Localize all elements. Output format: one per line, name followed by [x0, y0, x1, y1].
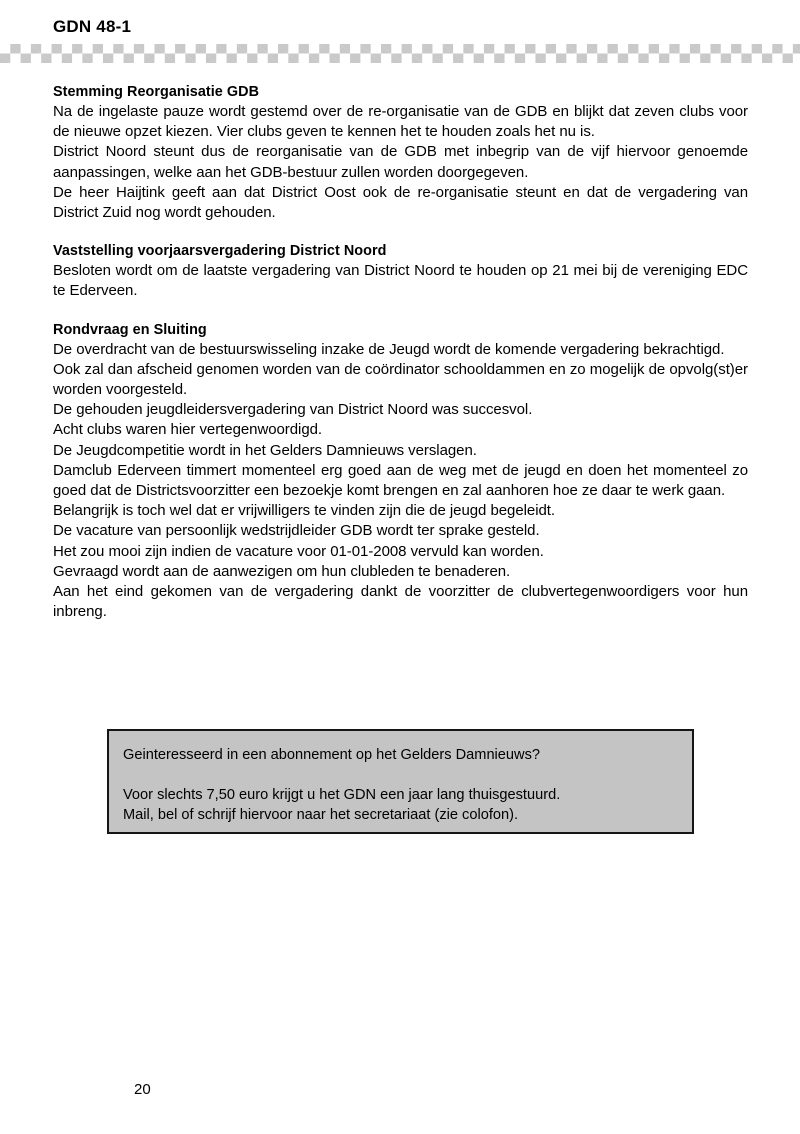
checkerboard-divider [0, 44, 800, 63]
advert-spacer [123, 765, 692, 785]
paragraph: District Noord steunt dus de reorganisatie van de GDB met inbegrip van de vijf hiervoor genoemde aanpassingen, welke aan het GDB-bestuur zullen worden doorgegeven. [53, 143, 748, 181]
paragraph: Besloten wordt om de laatste vergadering van District Noord te houden op 21 mei bij de vereniging EDC te Ederveen. [53, 262, 748, 300]
paragraph: Het zou mooi zijn indien de vacature voor 01-01-2008 vervuld kan worden. [53, 542, 544, 560]
section-heading: Vaststelling voorjaarsvergadering District Noord [53, 243, 387, 260]
paragraph: De heer Haijtink geeft aan dat District Oost ook de re-organisatie steunt en dat de vergadering van District Zuid nog wordt gehouden. [53, 183, 748, 222]
document-body [53, 82, 748, 622]
paragraph: De overdracht van de bestuurswisseling inzake de Jeugd wordt de komende vergadering bekrachtigd. [53, 340, 725, 358]
paragraph: Acht clubs waren hier vertegenwoordigd. [53, 421, 323, 439]
paragraph: Ook zal dan afscheid genomen worden van de coördinator schooldammen en zo mogelijk de opvolg(st)er worden voorgesteld. [53, 360, 748, 399]
paragraph: Damclub Ederveen timmert momenteel erg goed aan de weg met de jeugd en doen het momenteel zo goed dat de Districtsvoorzitter een bezoekje komt brengen en zal aanhoren hoe ze daar te werk gaan. [53, 461, 748, 500]
page-header-title: GDN 48-1 [53, 17, 132, 36]
section-heading: Stemming Reorganisatie GDB [53, 84, 260, 100]
paragraph: Belangrijk is toch wel dat er vrijwilligers te vinden zijn die de jeugd begeleidt. [53, 502, 556, 520]
section-heading: Rondvraag en Sluiting [53, 321, 207, 338]
paragraph: Aan het eind gekomen van de vergadering dankt de voorzitter de clubvertegenwoordigers voor hun inbreng. [53, 583, 748, 621]
paragraph: De Jeugdcompetitie wordt in het Gelders Damnieuws verslagen. [53, 441, 477, 459]
section-vaststelling-voorjaarsvergadering [53, 241, 748, 301]
section-spacer [53, 302, 748, 320]
advert-headline: Geinteresseerd in een abonnement op het Gelders Damnieuws? [123, 747, 540, 763]
section-spacer [53, 223, 748, 241]
advert-price-line: Voor slechts 7,50 euro krijgt u het GDN een jaar lang thuisgestuurd. [123, 787, 561, 803]
page-number: 20 [134, 1081, 151, 1098]
paragraph: Na de ingelaste pauze wordt gestemd over de re-organisatie van de GDB en blijkt dat zeven clubs voor de nieuwe opzet kiezen. Vier clubs geven te kennen het te houden zoals het nu is. [53, 103, 748, 141]
subscription-advert-box [107, 729, 694, 834]
advert-contact-line: Mail, bel of schrijf hiervoor naar het secretariaat (zie colofon). [123, 807, 519, 823]
section-rondvraag-en-sluiting [53, 320, 748, 623]
paragraph: De vacature van persoonlijk wedstrijdleider GDB wordt ter sprake gesteld. [53, 522, 540, 540]
section-stemming-reorganisatie-gdb [53, 82, 748, 223]
advert-content [109, 731, 692, 825]
paragraph: Gevraagd wordt aan de aanwezigen om hun clubleden te benaderen. [53, 562, 511, 580]
paragraph: De gehouden jeugdleidersvergadering van District Noord was succesvol. [53, 401, 533, 419]
